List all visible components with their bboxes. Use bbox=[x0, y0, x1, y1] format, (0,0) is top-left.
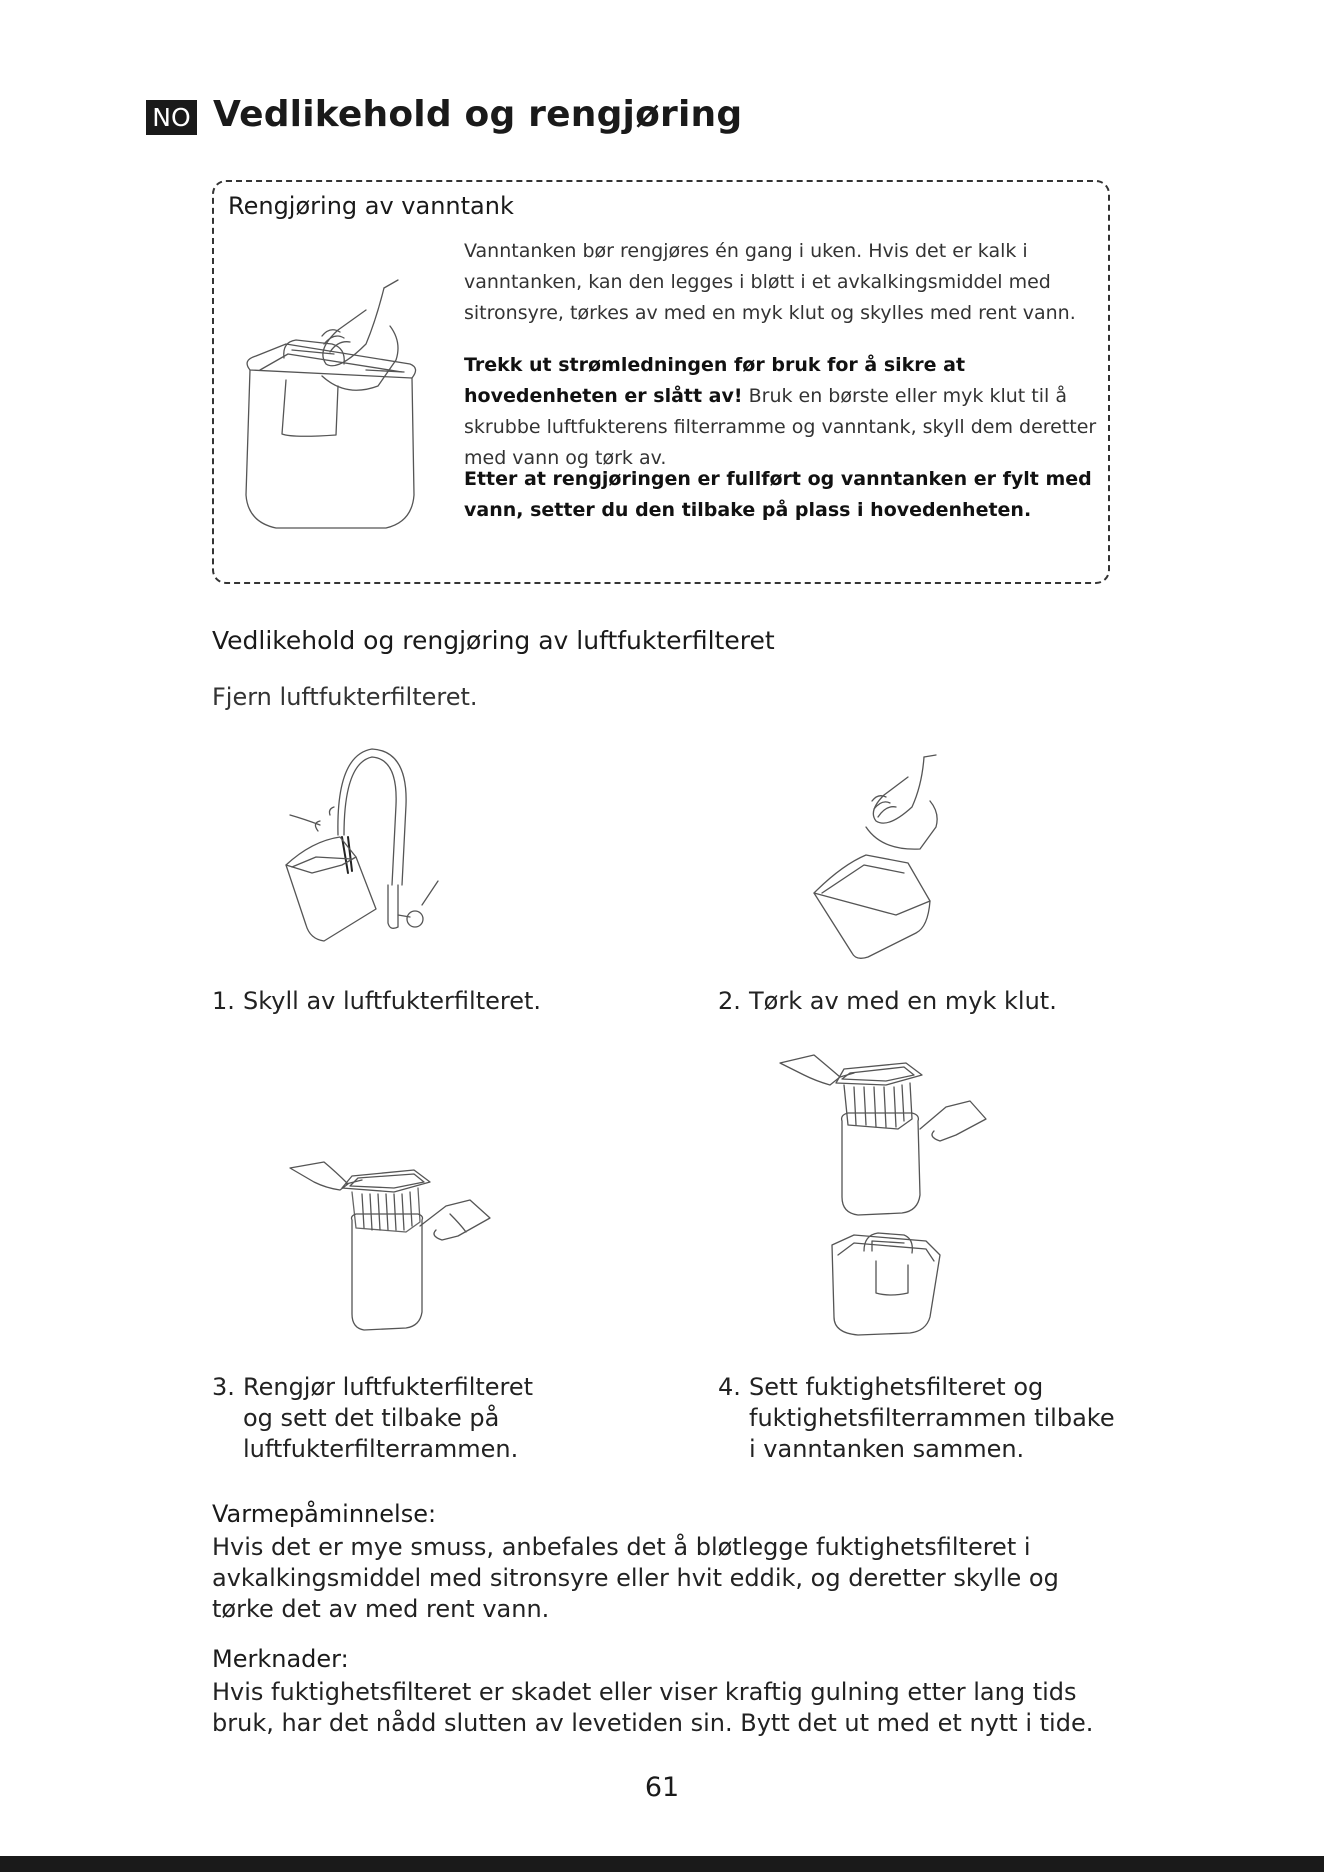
rinse-filter-illustration bbox=[272, 745, 442, 955]
reminder-heading: Varmepåminnelse: bbox=[212, 1500, 437, 1528]
insert-filter-into-tank-illustration bbox=[780, 1055, 990, 1340]
page-number: 61 bbox=[644, 1772, 680, 1803]
step-3-text-rest: og sett det tilbake på luftfukterfilterrammen. bbox=[243, 1404, 519, 1463]
water-tank-paragraph-3 bbox=[464, 464, 1099, 526]
page-title: Vedlikehold og rengjøring bbox=[213, 94, 743, 135]
filter-intro: Fjern luftfukterfilteret. bbox=[212, 683, 478, 711]
step-4-number: 4. bbox=[718, 1373, 741, 1401]
unplug-warning: Trekk ut strømledningen før bruk for å sikre at hovedenheten er slått av! bbox=[464, 354, 966, 407]
step-1-number: 1. bbox=[212, 987, 235, 1015]
step-1 bbox=[212, 986, 652, 1017]
step-2 bbox=[718, 986, 1118, 1017]
bottom-border bbox=[0, 1856, 1324, 1872]
refill-instruction: Etter at rengjøringen er fullført og vanntanken er fylt med vann, setter du den tilbake på plass i hovedenheten. bbox=[464, 468, 1092, 521]
wipe-filter-illustration bbox=[812, 755, 962, 960]
step-3-number: 3. bbox=[212, 1373, 235, 1401]
step-2-number: 2. bbox=[718, 987, 741, 1015]
water-tank-heading: Rengjøring av vanntank bbox=[228, 192, 514, 220]
step-1-text: Skyll av luftfukterfilteret. bbox=[243, 987, 542, 1015]
filter-section-heading: Vedlikehold og rengjøring av luftfukterfilteret bbox=[212, 626, 775, 655]
step-4-text-line1: Sett fuktighetsfilteret og bbox=[749, 1373, 1044, 1401]
step-4 bbox=[718, 1372, 1118, 1465]
notes-heading: Merknader: bbox=[212, 1645, 349, 1673]
reassemble-filter-illustration bbox=[290, 1162, 495, 1337]
step-3-text-line1: Rengjør luftfukterfilteret bbox=[243, 1373, 534, 1401]
water-tank-cleaning-illustration bbox=[226, 280, 440, 530]
water-tank-paragraph-2 bbox=[464, 350, 1099, 474]
reminder-text: Hvis det er mye smuss, anbefales det å bløtlegge fuktighetsfilteret i avkalkingsmiddel med sitronsyre eller hvit eddik, og deretter skylle og tørke det av med rent vann. bbox=[212, 1533, 1059, 1623]
step-4-text-rest: fuktighetsfilterrammen tilbake i vanntanken sammen. bbox=[749, 1404, 1115, 1463]
water-tank-paragraph-1: Vanntanken bør rengjøres én gang i uken. Hvis det er kalk i vanntanken, kan den legges i bløtt i et avkalkingsmiddel med sitronsyre, tørkes av med en myk klut og skylles med rent vann. bbox=[464, 240, 1076, 324]
notes-text: Hvis fuktighetsfilteret er skadet eller viser kraftig gulning etter lang tids bruk, har det nådd slutten av levetiden sin. Bytt det ut med et nytt i tide. bbox=[212, 1678, 1094, 1737]
language-badge: NO bbox=[146, 100, 197, 135]
step-2-text: Tørk av med en myk klut. bbox=[749, 987, 1057, 1015]
step-3 bbox=[212, 1372, 542, 1465]
scrub-instruction: Bruk en børste eller myk klut til å skrubbe luftfukterens filterramme og vanntank, skyll dem deretter med vann og tørk av. bbox=[464, 385, 1097, 469]
